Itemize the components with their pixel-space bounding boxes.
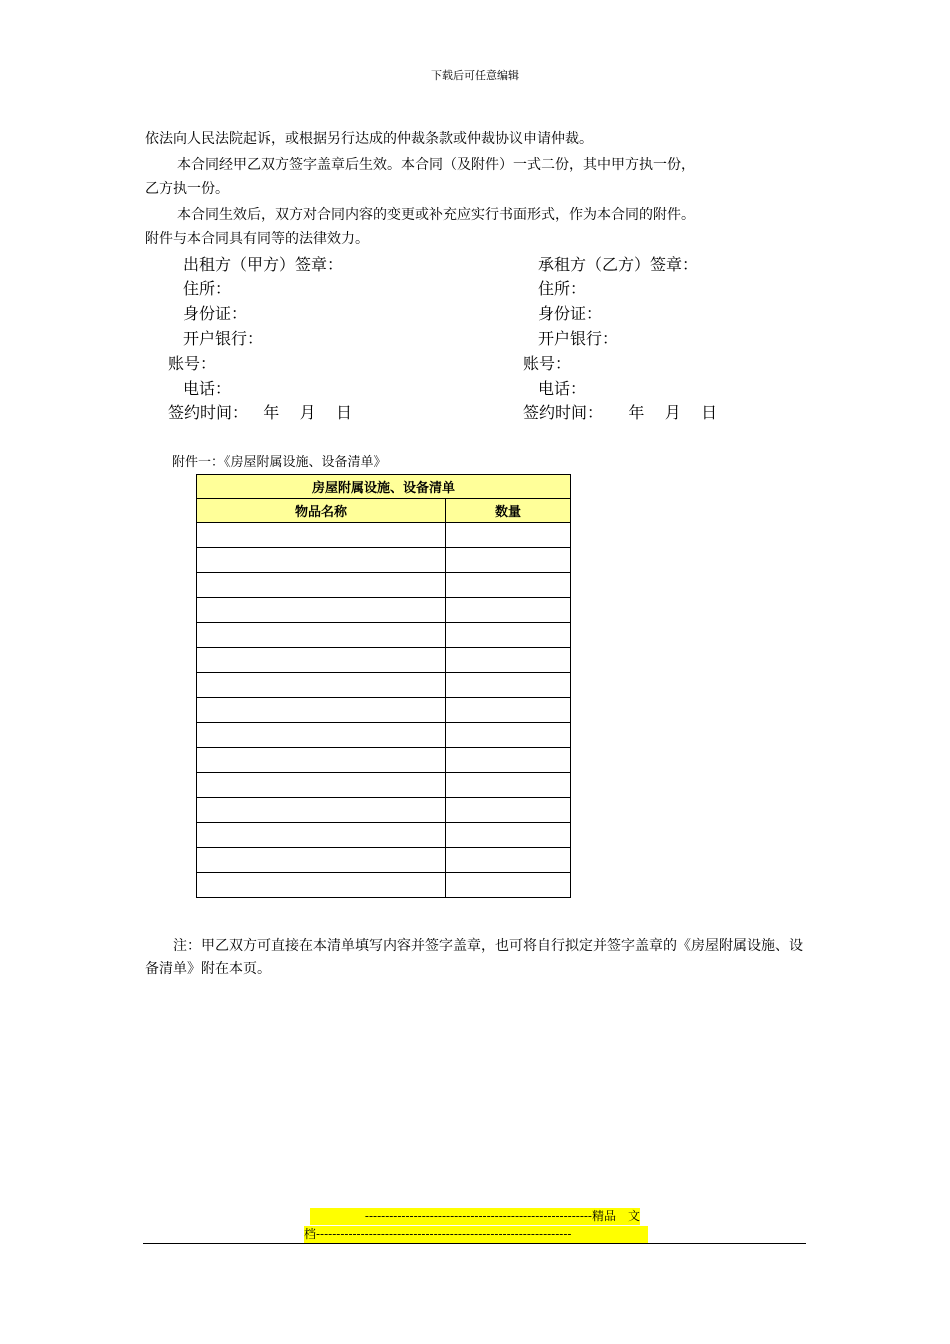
table-row	[197, 773, 571, 798]
cell-item-name	[197, 698, 446, 723]
party-a-bank: 开户银行：	[183, 329, 264, 348]
party-a-title: 出租方（甲方）签章：	[183, 255, 344, 274]
table-row	[197, 548, 571, 573]
cell-item-name	[197, 773, 446, 798]
footer-watermark-line2: 档---------------------------------------------------------------	[304, 1226, 648, 1243]
cell-quantity	[446, 698, 571, 723]
table-row	[197, 673, 571, 698]
cell-quantity	[446, 623, 571, 648]
cell-item-name	[197, 523, 446, 548]
party-b-bank: 开户银行：	[538, 329, 619, 348]
cell-item-name	[197, 598, 446, 623]
cell-item-name	[197, 548, 446, 573]
party-b-date: 签约时间： 年 月 日	[523, 403, 718, 422]
cell-quantity	[446, 673, 571, 698]
paragraph-effect-line1: 本合同经甲乙双方签字盖章后生效。本合同（及附件）一式二份，其中甲方执一份，	[177, 157, 695, 173]
party-b-title: 承租方（乙方）签章：	[538, 255, 699, 274]
cell-quantity	[446, 548, 571, 573]
paragraph-effect-line2: 乙方执一份。	[145, 181, 229, 197]
table-row	[197, 798, 571, 823]
cell-quantity	[446, 573, 571, 598]
cell-quantity	[446, 848, 571, 873]
cell-item-name	[197, 623, 446, 648]
cell-item-name	[197, 798, 446, 823]
table-row	[197, 573, 571, 598]
table-row	[197, 823, 571, 848]
table-row	[197, 723, 571, 748]
table-row	[197, 873, 571, 898]
cell-item-name	[197, 673, 446, 698]
cell-quantity	[446, 598, 571, 623]
cell-quantity	[446, 723, 571, 748]
table-row	[197, 523, 571, 548]
party-a-phone: 电话：	[183, 379, 232, 398]
cell-item-name	[197, 573, 446, 598]
cell-quantity	[446, 798, 571, 823]
cell-quantity	[446, 823, 571, 848]
footer-rule	[143, 1243, 806, 1244]
note-text: 注：甲乙双方可直接在本清单填写内容并签字盖章，也可将自行拟定并签字盖章的《房屋附属设施、设备清单》附在本页。	[145, 938, 803, 977]
cell-item-name	[197, 723, 446, 748]
cell-quantity	[446, 523, 571, 548]
page-header: 下载后可任意编辑	[431, 69, 519, 82]
facilities-table	[196, 474, 571, 898]
party-b-phone: 电话：	[538, 379, 587, 398]
table-row	[197, 848, 571, 873]
cell-quantity	[446, 748, 571, 773]
party-b-address: 住所：	[538, 279, 587, 298]
cell-item-name	[197, 823, 446, 848]
table-header-row	[197, 499, 571, 523]
column-header-item-name: 物品名称	[197, 499, 446, 523]
column-header-quantity: 数量	[446, 499, 571, 523]
party-a-id-card: 身份证：	[183, 304, 248, 323]
table-row	[197, 648, 571, 673]
party-b-id-card: 身份证：	[538, 304, 603, 323]
party-a-address: 住所：	[183, 279, 232, 298]
cell-quantity	[446, 873, 571, 898]
cell-item-name	[197, 748, 446, 773]
table-row	[197, 748, 571, 773]
paragraph-amendment-line1: 本合同生效后，双方对合同内容的变更或补充应实行书面形式，作为本合同的附件。	[177, 207, 695, 223]
table-row	[197, 598, 571, 623]
table-title: 房屋附属设施、设备清单	[197, 475, 571, 499]
table-title-row	[197, 475, 571, 499]
party-a-account: 账号：	[168, 354, 217, 373]
party-b-account: 账号：	[523, 354, 572, 373]
cell-item-name	[197, 648, 446, 673]
table-row	[197, 698, 571, 723]
attachment-title: 附件一：《房屋附属设施、设备清单》	[172, 455, 387, 470]
footer-watermark-line1: --------------------------------------------------------精品 文	[310, 1208, 640, 1225]
paragraph-arbitration: 依法向人民法院起诉，或根据另行达成的仲裁条款或仲裁协议申请仲裁。	[145, 131, 593, 147]
cell-item-name	[197, 873, 446, 898]
cell-item-name	[197, 848, 446, 873]
cell-quantity	[446, 773, 571, 798]
cell-quantity	[446, 648, 571, 673]
paragraph-amendment-line2: 附件与本合同具有同等的法律效力。	[145, 231, 369, 247]
table-row	[197, 623, 571, 648]
party-a-date: 签约时间： 年 月 日	[168, 403, 352, 422]
